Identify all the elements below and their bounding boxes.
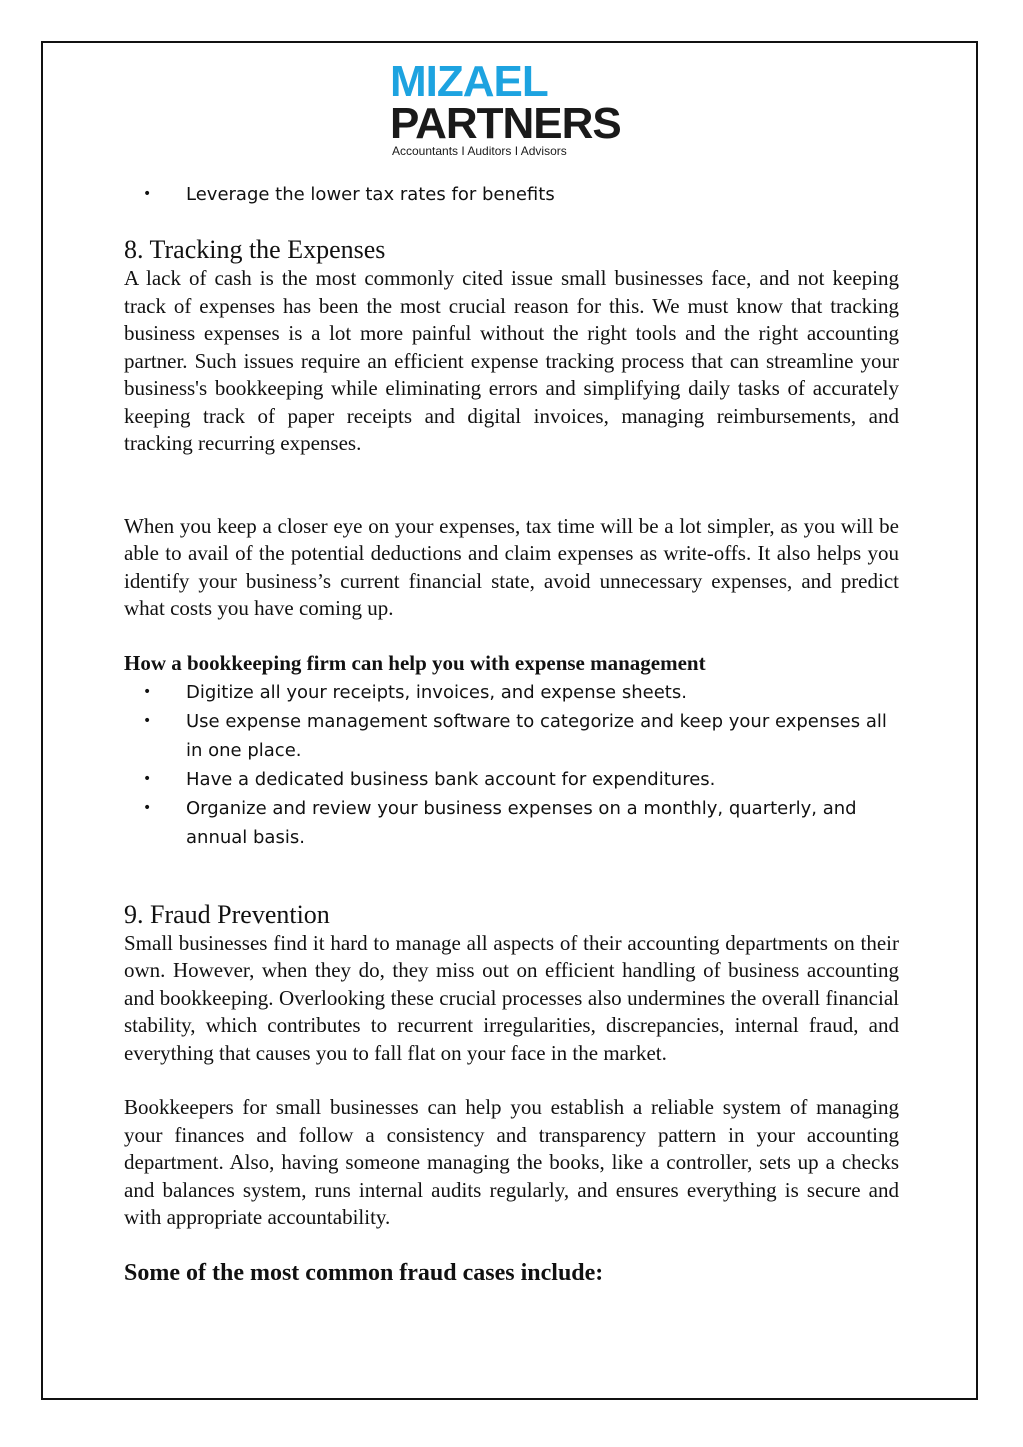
section-9-paragraph-1: Small businesses find it hard to manage all aspects of their accounting departments on their own. However, when they do, they miss out on efficient handling of business accounting and bookkeeping. Overlooking these crucial processes also undermines the overall financial stability, which contributes to recurrent irregularities, discrepancies, internal fraud, and everything that causes you to fall flat on your face in the market. <box>124 930 899 1065</box>
list-item-text: Organize and review your business expenses on a monthly, quarterly, and annual basis. <box>186 797 857 848</box>
document-body <box>124 180 899 1288</box>
bullet-icon: • <box>143 683 152 700</box>
section-8-heading: 8. Tracking the Expenses <box>124 235 386 264</box>
list-item-text: Have a dedicated business bank account for expenditures. <box>186 768 716 790</box>
section-9-heading: 9. Fraud Prevention <box>124 899 330 929</box>
list-item-text: Digitize all your receipts, invoices, and expense sheets. <box>186 681 687 703</box>
list-item <box>124 707 899 765</box>
list-item-text: Leverage the lower tax rates for benefits <box>186 184 555 205</box>
section-8-paragraph-1: A lack of cash is the most commonly cited issue small businesses face, and not keeping track of expenses has been the most crucial reason for this. We must know that tracking business expenses is a lot more painful without the right tools and the right accounting partner. Such issues require an efficient expense tracking process that can streamline your business's bookkeeping while eliminating errors and simplifying daily tasks of accurately keeping track of paper receipts and digital invoices, managing reimbursements, and tracking recurring expenses. <box>124 266 899 455</box>
section-8-subheading: How a bookkeeping firm can help you with expense management <box>124 650 706 675</box>
list-item <box>124 765 899 794</box>
bullet-icon: • <box>143 712 152 729</box>
company-logo <box>390 57 640 160</box>
section-9-subheading: Some of the most common fraud cases include: <box>124 1259 604 1286</box>
intro-bullet-list <box>124 180 899 209</box>
section-9-paragraph-2: Bookkeepers for small businesses can help you establish a reliable system of managing your finances and follow a consistency and transparency pattern in your accounting department. Also, having someone managing the books, like a controller, sets up a checks and balances system, runs internal audits regularly, and ensures everything is secure and with appropriate accountability. <box>124 1095 899 1229</box>
list-item <box>124 678 899 707</box>
bullet-icon: • <box>143 186 152 202</box>
bullet-icon: • <box>143 770 152 787</box>
section-8-paragraph-2: When you keep a closer eye on your expenses, tax time will be a lot simpler, as you will be able to avail of the potential deductions and claim expenses as write-offs. It also helps you identify your business’s current financial state, avoid unnecessary expenses, and predict what costs you have coming up. <box>124 513 899 620</box>
bullet-icon: • <box>143 799 152 816</box>
list-item-text: Use expense management software to categorize and keep your expenses all in one place. <box>186 710 887 761</box>
list-item <box>124 180 899 209</box>
expense-bullet-list <box>124 678 899 852</box>
logo-line-1: MIZAEL <box>390 57 548 106</box>
logo-tagline: Accountants I Auditors I Advisors <box>392 144 567 158</box>
logo-line-2: PARTNERS <box>390 99 621 148</box>
list-item <box>124 794 899 852</box>
